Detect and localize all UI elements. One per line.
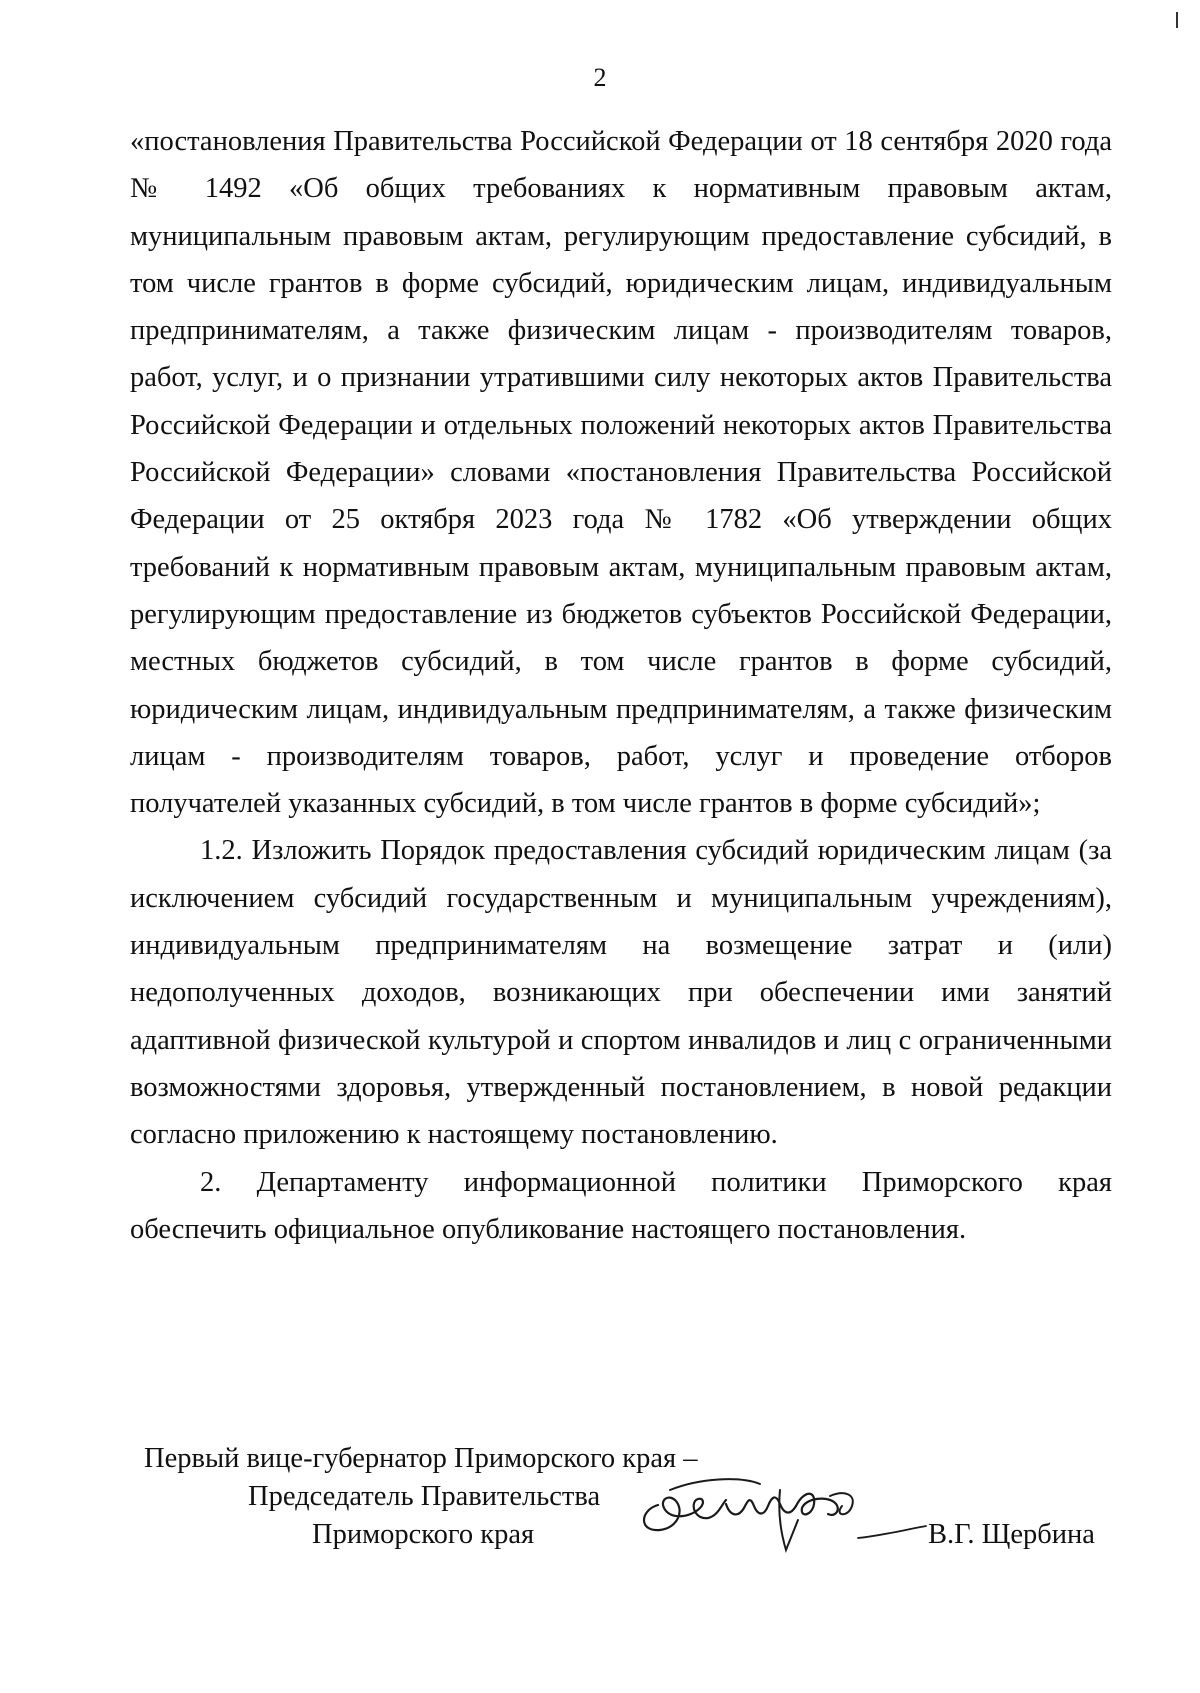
paragraph-item-1-2: 1.2. Изложить Порядок предоставления субсидий юридическим лицам (за исключением субсидий государственным и муниципальным учреждениям), индивидуальным предпринимателям на возмещение затрат и (или) недополученных доходов, возникающих при обеспечении ими занятий адаптивной физической культурой и спортом инвалидов и лиц с ограниченными возможностями здоровья, утвержденный постановлением, в новой редакции согласно приложению к настоящему постановлению. bbox=[130, 835, 1112, 1151]
scan-artifact-mark bbox=[1176, 12, 1178, 28]
document-body bbox=[130, 118, 1112, 1253]
signer-position-line-3: Приморского края bbox=[312, 1519, 535, 1550]
signer-position-line-1: Первый вице-губернатор Приморского края – bbox=[144, 1443, 698, 1474]
signer-name: В.Г. Щербина bbox=[928, 1519, 1095, 1550]
paragraph-amendment-text: «постановления Правительства Российской Федерации от 18 сентября 2020 года № 1492 «Об общих требованиях к нормативным правовым актам, муниципальным правовым актам, регулирующим предоставление субсидий, в том числе грантов в форме субсидий, юридическим лицам, индивидуальным предпринимателям, а также физическим лицам - производителям товаров, работ, услуг, и о признании утратившими силу некоторых актов Правительства Российской Федерации и отдельных положений некоторых актов Правительства Российской Федерации» словами «постановления Правительства Российской Федерации от 25 октября 2023 года № 1782 «Об утверждении общих требований к нормативным правовым актам, муниципальным правовым актам, регулирующим предоставление из бюджетов субъектов Российской Федерации, местных бюджетов субсидий, в том числе грантов в форме субсидий, юридическим лицам, индивидуальным предпринимателям, а также физическим лицам - производителям товаров, работ, услуг и проведение отборов получателей указанных субсидий, в том числе грантов в форме субсидий»; bbox=[130, 126, 1112, 820]
signature-block bbox=[0, 1440, 1200, 1560]
paragraph-item-2: 2. Департаменту информационной политики Приморского края обеспечить официальное опубликование настоящего постановления. bbox=[130, 1166, 1112, 1245]
page-number: 2 bbox=[593, 63, 607, 92]
handwritten-signature-icon bbox=[630, 1460, 930, 1560]
signer-position-line-2: Председатель Правительства bbox=[248, 1481, 601, 1512]
